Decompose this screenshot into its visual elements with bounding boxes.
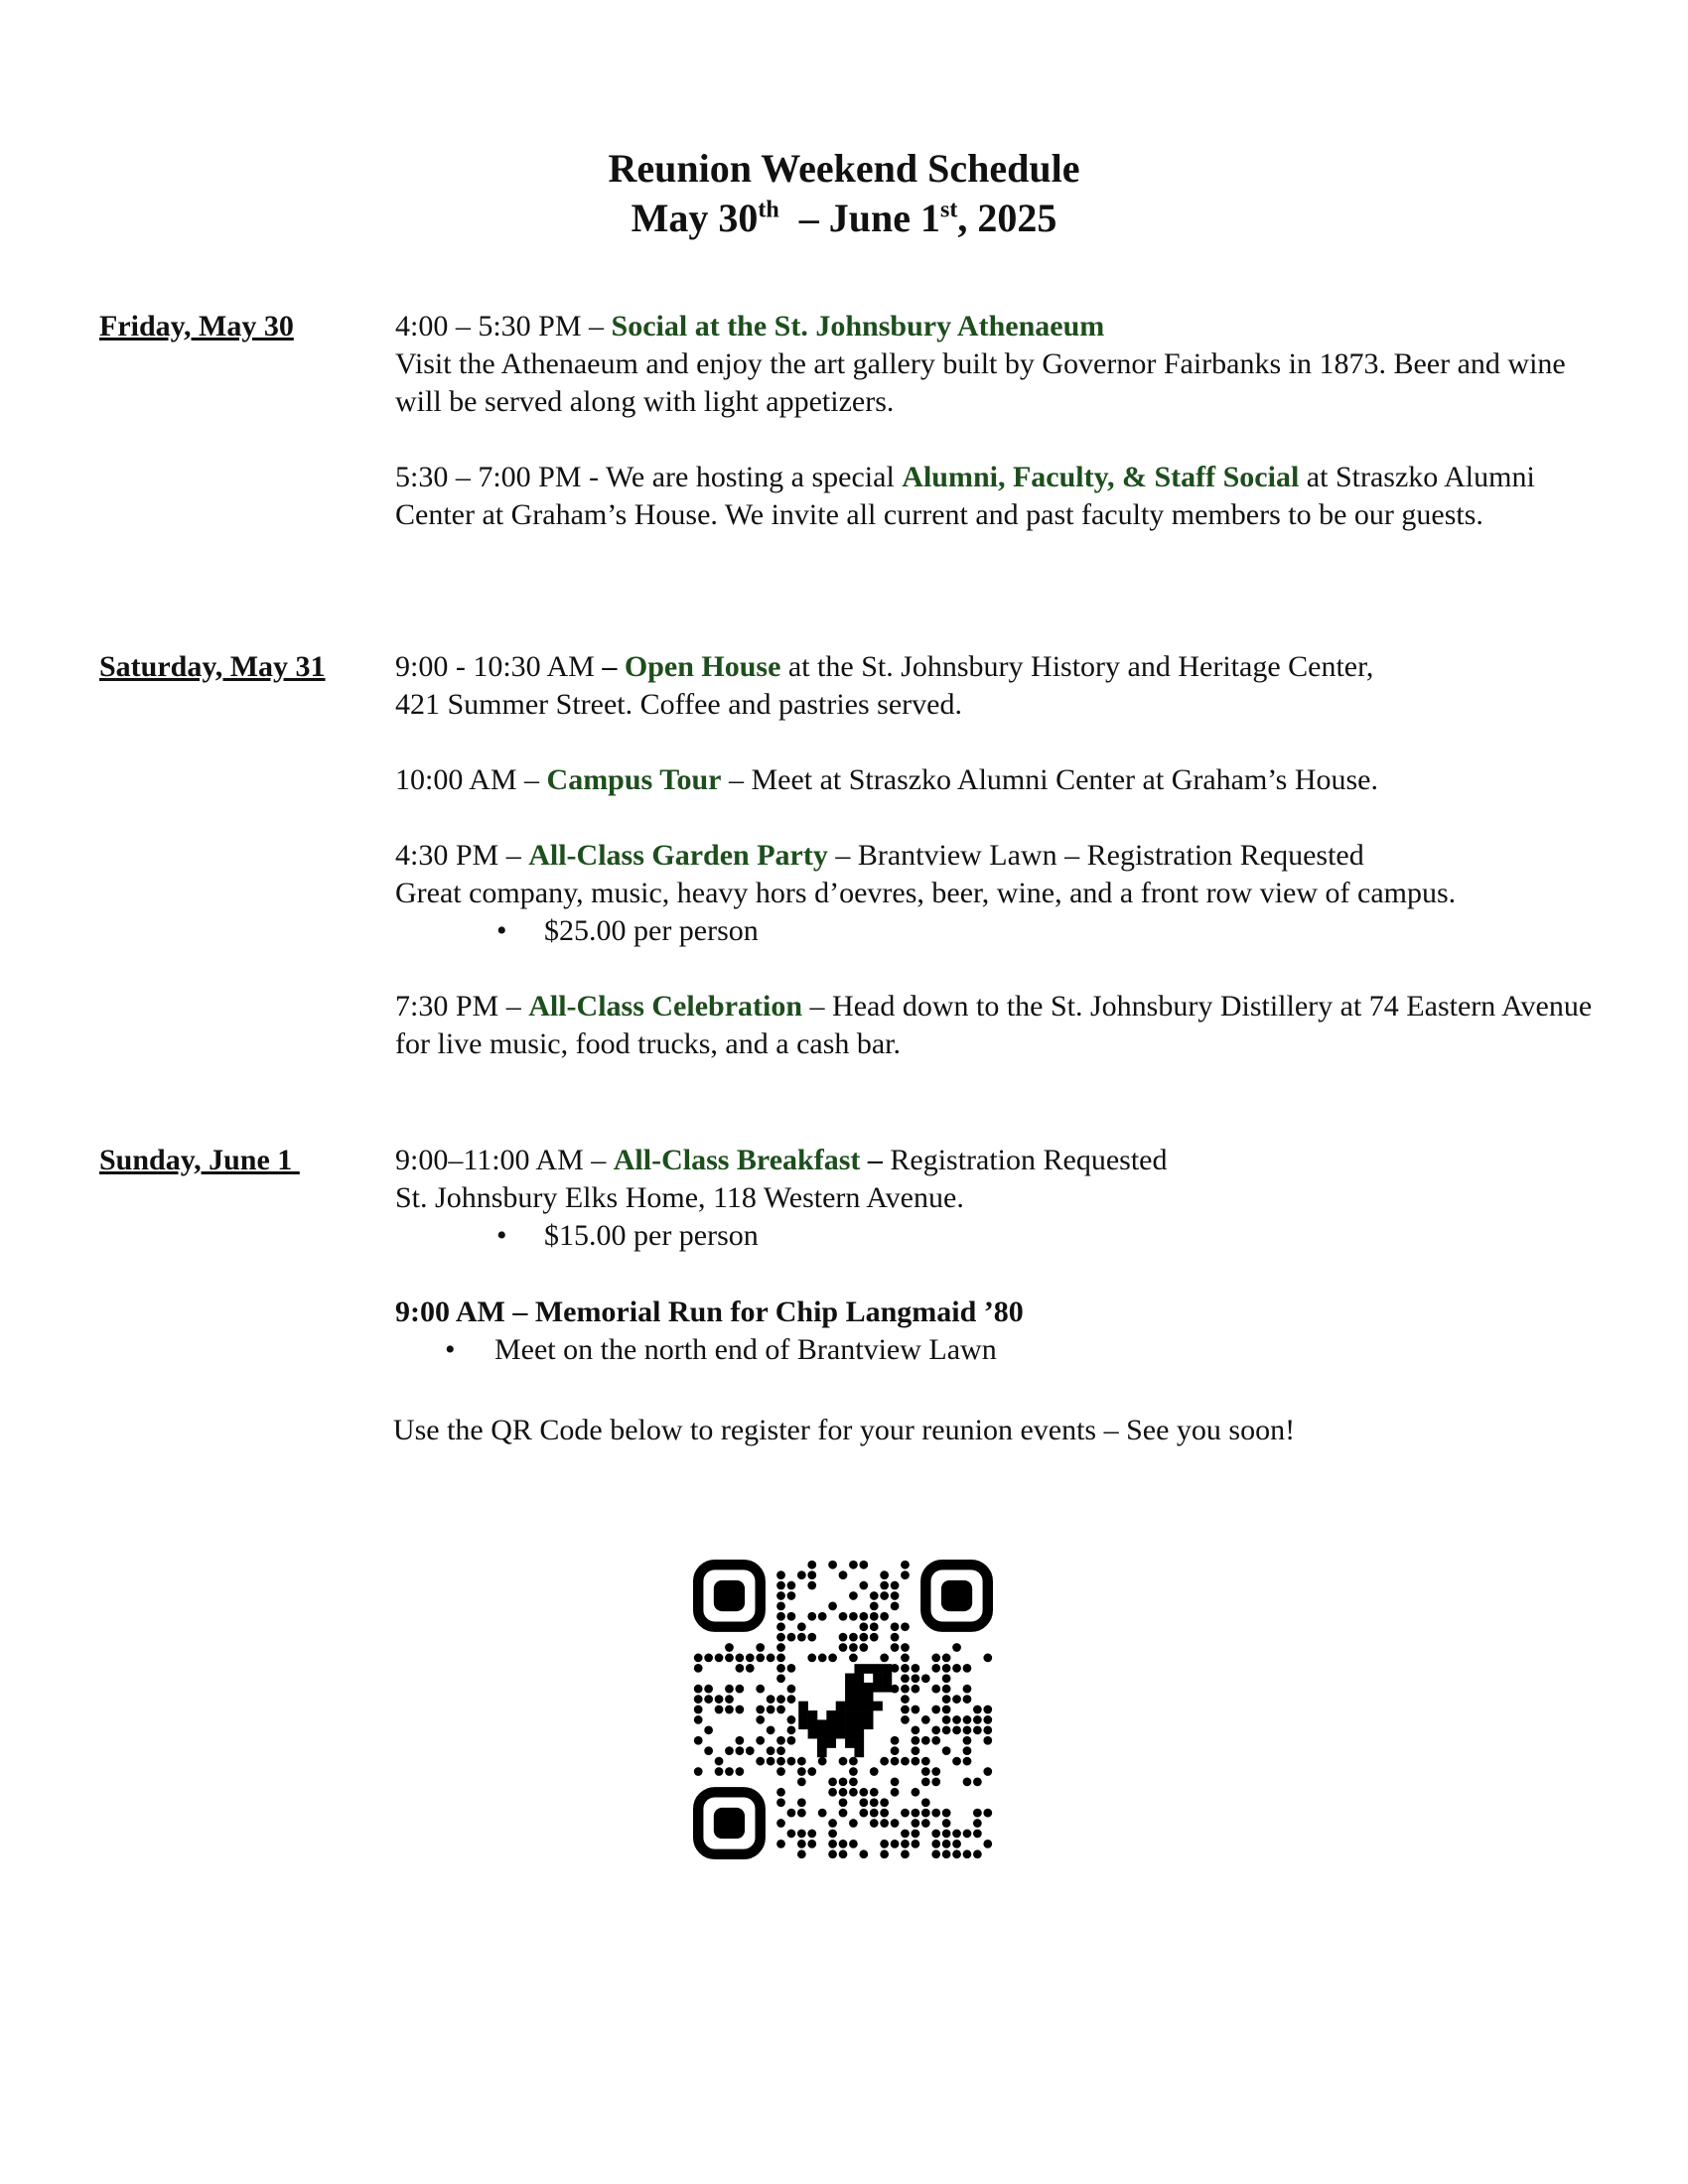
sunday-event-2-desc: • Meet on the north end of Brantview Lawn [395, 1331, 1607, 1369]
day-heading-sunday: Sunday, June 1 [99, 1144, 300, 1176]
page-title [0, 144, 1688, 243]
event-desc: – Head down to the St. Johnsbury Distillery at 74 Eastern Avenue for live music, food trucks, and a cash bar. [395, 990, 1593, 1060]
event-desc: – Meet at Straszko Alumni Center at Graham’s House. [721, 763, 1378, 796]
title-date-start: May 30 [631, 196, 759, 240]
event-time: 7:30 PM – [395, 990, 529, 1023]
title-sup-th: th [758, 197, 779, 223]
event-time: 5:30 – 7:00 PM - We are hosting a special [395, 461, 903, 493]
sunday-event-1-price: • $15.00 per person [395, 1217, 1607, 1255]
title-sup-st: st [940, 197, 958, 223]
saturday-event-3-price: • $25.00 per person [395, 912, 1607, 950]
dinosaur-icon [798, 1664, 892, 1757]
event-name: All-Class Garden Party [528, 839, 828, 872]
day-heading-friday: Friday, May 30 [99, 310, 294, 342]
event-time: 4:00 – 5:30 PM – [395, 310, 612, 342]
event-name: Alumni, Faculty, & Staff Social [902, 461, 1300, 493]
friday-event-1-desc: Visit the Athenaeum and enjoy the art gallery built by Governor Fairbanks in 1873. Beer and wine will be served along with light appetizers. [395, 347, 1566, 418]
event-registration: Registration Requested [890, 1144, 1168, 1176]
title-year: , 2025 [957, 196, 1057, 240]
title-line-1: Reunion Weekend Schedule [608, 146, 1080, 191]
event-name: Open House [624, 650, 781, 683]
saturday-events [395, 648, 1607, 1063]
event-time: 4:30 PM – [395, 839, 529, 872]
saturday-event-1-desc: 421 Summer Street. Coffee and pastries served. [395, 688, 962, 721]
saturday-event-4 [395, 988, 1607, 1063]
saturday-event-3 [395, 837, 1607, 875]
event-name: Campus Tour [546, 763, 722, 796]
sunday-events [395, 1142, 1607, 1369]
saturday-event-3-desc: Great company, music, heavy hors d’oevres, beer, wine, and a front row view of campus. [395, 877, 1457, 909]
event-name: All-Class Celebration [528, 990, 803, 1023]
saturday-event-2 [395, 761, 1607, 799]
day-heading-saturday: Saturday, May 31 [99, 650, 326, 683]
event-dash: – [860, 1144, 891, 1176]
sunday-event-2-title: 9:00 AM – Memorial Run for Chip Langmaid ’80 [395, 1296, 1024, 1328]
event-time: 10:00 AM – [395, 763, 547, 796]
register-note: Use the QR Code below to register for your reunion events – See you soon! [392, 1414, 1296, 1446]
event-time: 9:00–11:00 AM – [395, 1144, 614, 1176]
event-location: – Brantview Lawn – Registration Requested [827, 839, 1364, 872]
title-date-mid: – June 1 [778, 196, 940, 240]
qr-code-icon[interactable] [693, 1560, 993, 1859]
event-time: 9:00 - 10:30 AM [395, 650, 603, 683]
friday-event-1 [395, 308, 1607, 345]
saturday-event-1 [395, 648, 1607, 686]
event-name: All-Class Breakfast [613, 1144, 861, 1176]
event-name: Social at the St. Johnsbury Athenaeum [611, 310, 1105, 342]
sunday-event-1 [395, 1142, 1607, 1179]
event-dash: – [602, 650, 625, 683]
sunday-event-1-location: St. Johnsbury Elks Home, 118 Western Avenue. [395, 1181, 964, 1214]
event-location: at the St. Johnsbury History and Heritage Center, [780, 650, 1374, 683]
friday-event-2 [395, 459, 1607, 534]
event-desc: at Straszko Alumni Center at Graham’s House. We invite all current and past faculty members to be our guests. [395, 461, 1535, 531]
friday-events [395, 308, 1607, 534]
title-line-2 [0, 194, 1688, 243]
